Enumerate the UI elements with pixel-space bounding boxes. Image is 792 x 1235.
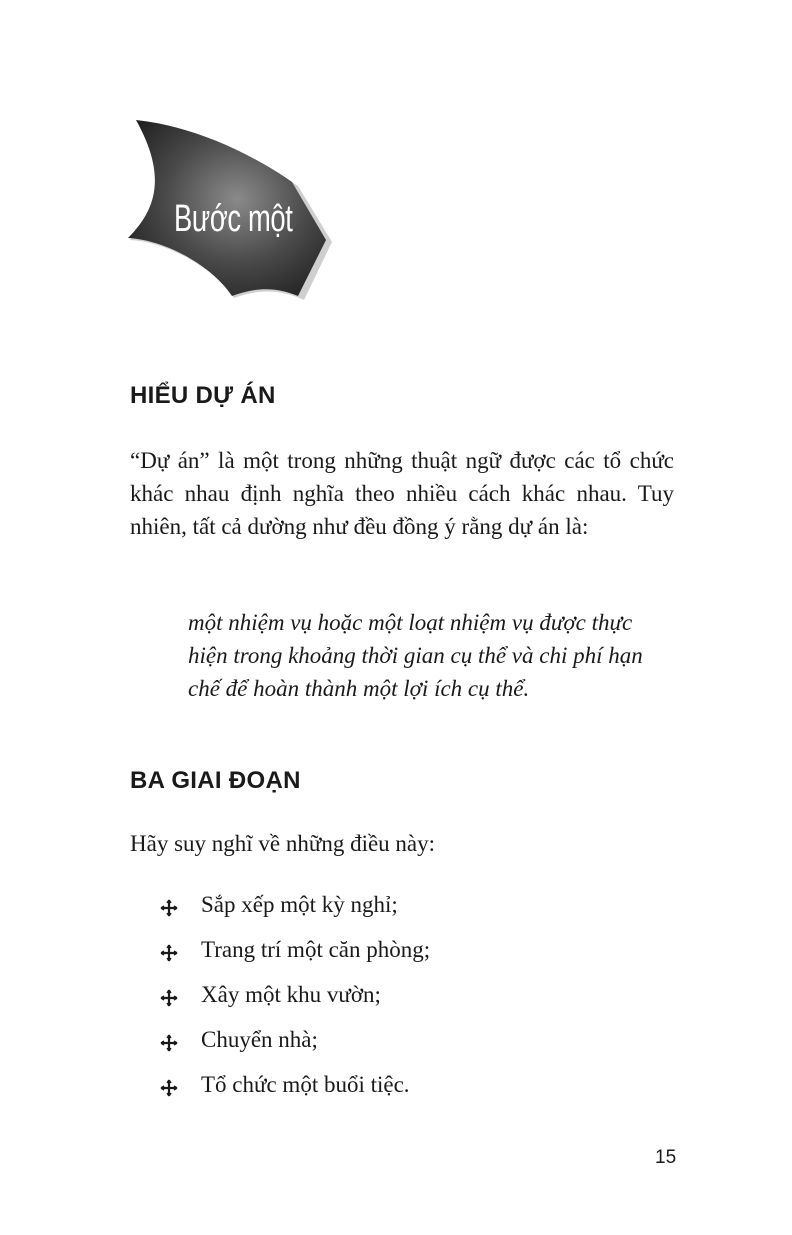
cross-bullet-icon [160,1079,178,1097]
list-item-text: Tổ chức một buổi tiệc. [201,1072,410,1097]
definition-quote: một nhiệm vụ hoặc một loạt nhiệm vụ được thực hiện trong khoảng thời gian cụ thể và chi phí hạn chế để hoàn thành một lợi ích cụ thể. [188,610,643,701]
cross-bullet-icon [160,944,178,962]
chapter-badge [128,118,338,304]
list-item-text: Chuyển nhà; [201,1027,318,1052]
cross-bullet-icon [160,989,178,1007]
intro-text: Hãy suy nghĩ về những điều này: [130,831,436,856]
chapter-title: Bước một [174,198,293,240]
cross-bullet-icon [160,1034,178,1052]
list-item-text: Sắp xếp một kỳ nghỉ; [201,892,398,917]
list-item-text: Xây một khu vườn; [201,982,381,1007]
section-heading-three-phases: BA GIAI ĐOẠN [130,767,301,794]
page-number: 15 [655,1147,677,1168]
body-paragraph: “Dự án” là một trong những thuật ngữ được các tổ chức khác nhau định nghĩa theo nhiều cách khác nhau. Tuy nhiên, tất cả dường như đều đồng ý rằng dự án là: [130,448,674,539]
list-item-text: Trang trí một căn phòng; [201,937,431,962]
cross-bullet-icon [160,899,178,917]
section-heading-understanding-project: HIỂU DỰ ÁN [130,382,276,409]
